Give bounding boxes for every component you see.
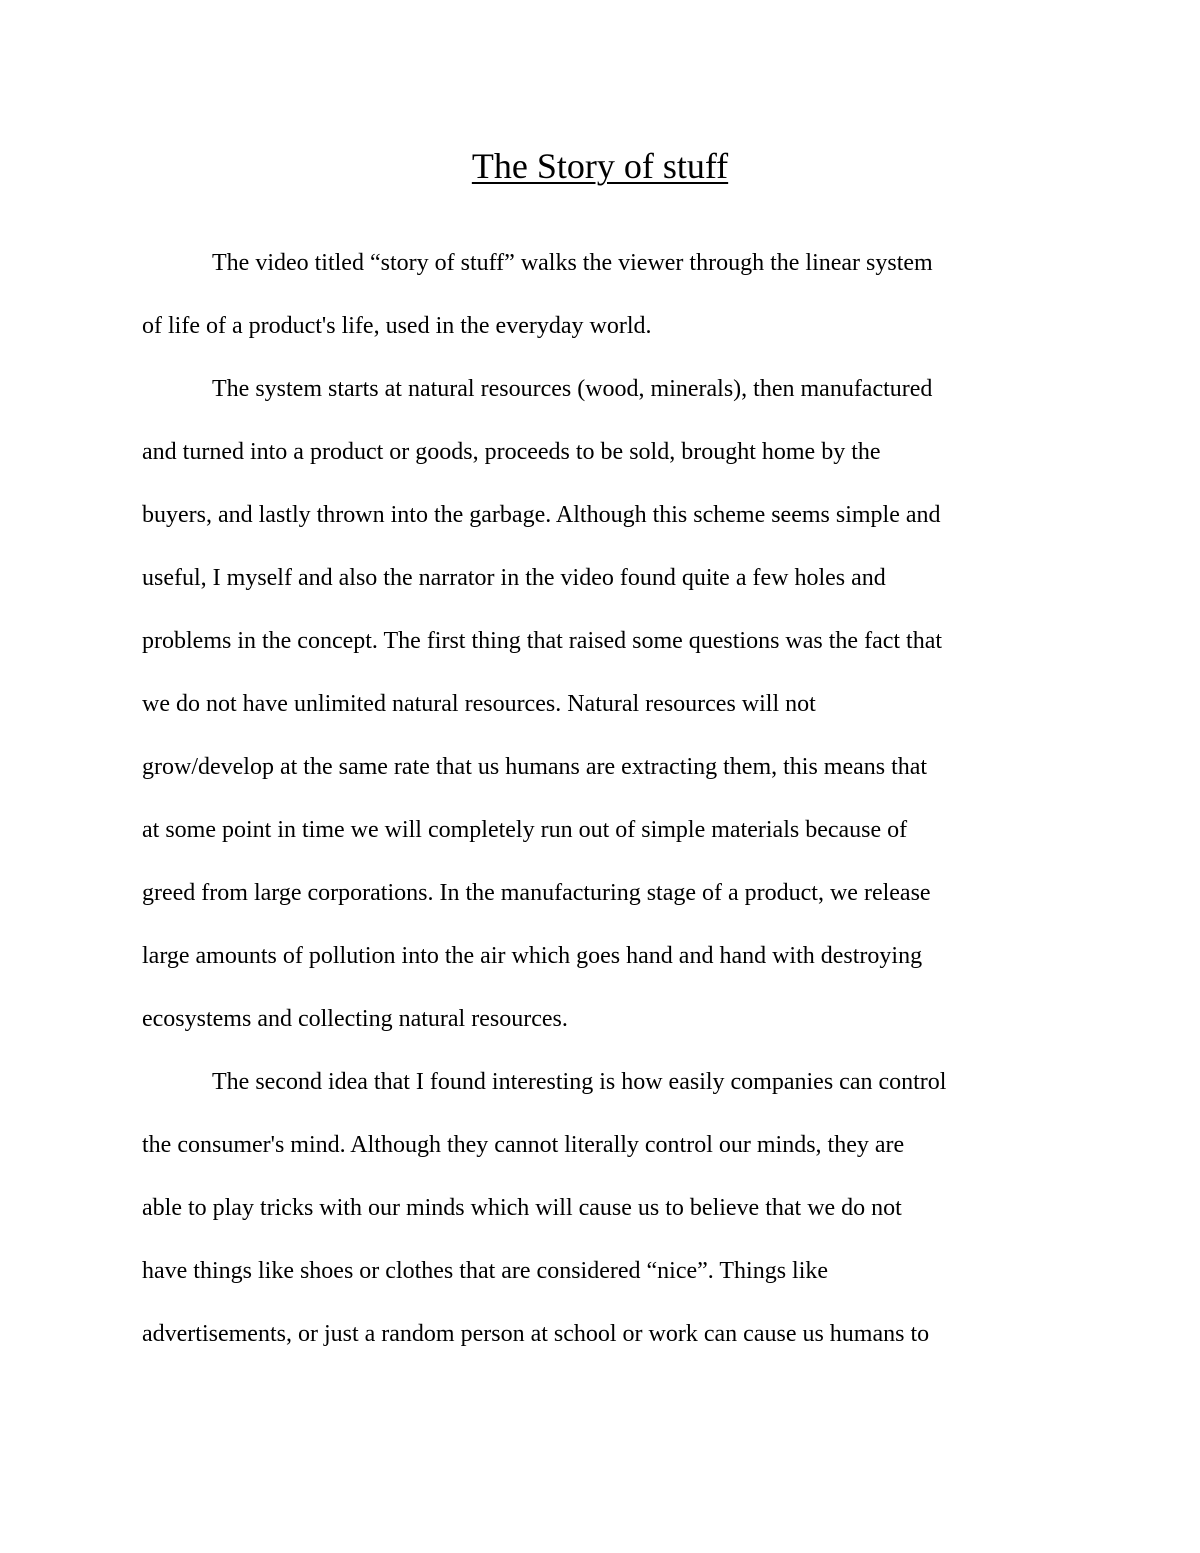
document-title	[0, 142, 1200, 190]
paragraph-3-line-3: able to play tricks with our minds which will cause us to believe that we do not	[142, 1195, 902, 1221]
paragraph-2-line-9: greed from large corporations. In the manufacturing stage of a product, we release	[142, 880, 931, 906]
document-title-text: The Story of stuff	[471, 146, 729, 186]
paragraph-2-line-7: grow/develop at the same rate that us humans are extracting them, this means that	[142, 754, 928, 780]
paragraph-1-line-2: of life of a product's life, used in the everyday world.	[142, 313, 652, 339]
paragraph-3-line-4: have things like shoes or clothes that are considered “nice”. Things like	[142, 1258, 829, 1284]
paragraph-2-line-11: ecosystems and collecting natural resources.	[142, 1006, 568, 1032]
paragraph-2-line-3: buyers, and lastly thrown into the garbage. Although this scheme seems simple and	[142, 502, 941, 528]
paragraph-3-line-5: advertisements, or just a random person at school or work can cause us humans to	[142, 1321, 930, 1347]
paragraph-1-line-1: The video titled “story of stuff” walks the viewer through the linear system	[212, 250, 933, 276]
paragraph-2-line-10: large amounts of pollution into the air which goes hand and hand with destroying	[142, 943, 923, 969]
paragraph-2-line-5: problems in the concept. The first thing that raised some questions was the fact that	[142, 628, 943, 654]
paragraph-2-line-1: The system starts at natural resources (wood, minerals), then manufactured	[212, 376, 933, 402]
paragraph-2-line-2: and turned into a product or goods, proceeds to be sold, brought home by the	[142, 439, 881, 465]
paragraph-2-line-8: at some point in time we will completely run out of simple materials because of	[142, 817, 908, 843]
paragraph-2-line-4: useful, I myself and also the narrator in the video found quite a few holes and	[142, 565, 886, 591]
paragraph-2-line-6: we do not have unlimited natural resources. Natural resources will not	[142, 691, 816, 717]
paragraph-3-line-1: The second idea that I found interesting is how easily companies can control	[212, 1069, 947, 1095]
paragraph-3-line-2: the consumer's mind. Although they cannot literally control our minds, they are	[142, 1132, 905, 1158]
